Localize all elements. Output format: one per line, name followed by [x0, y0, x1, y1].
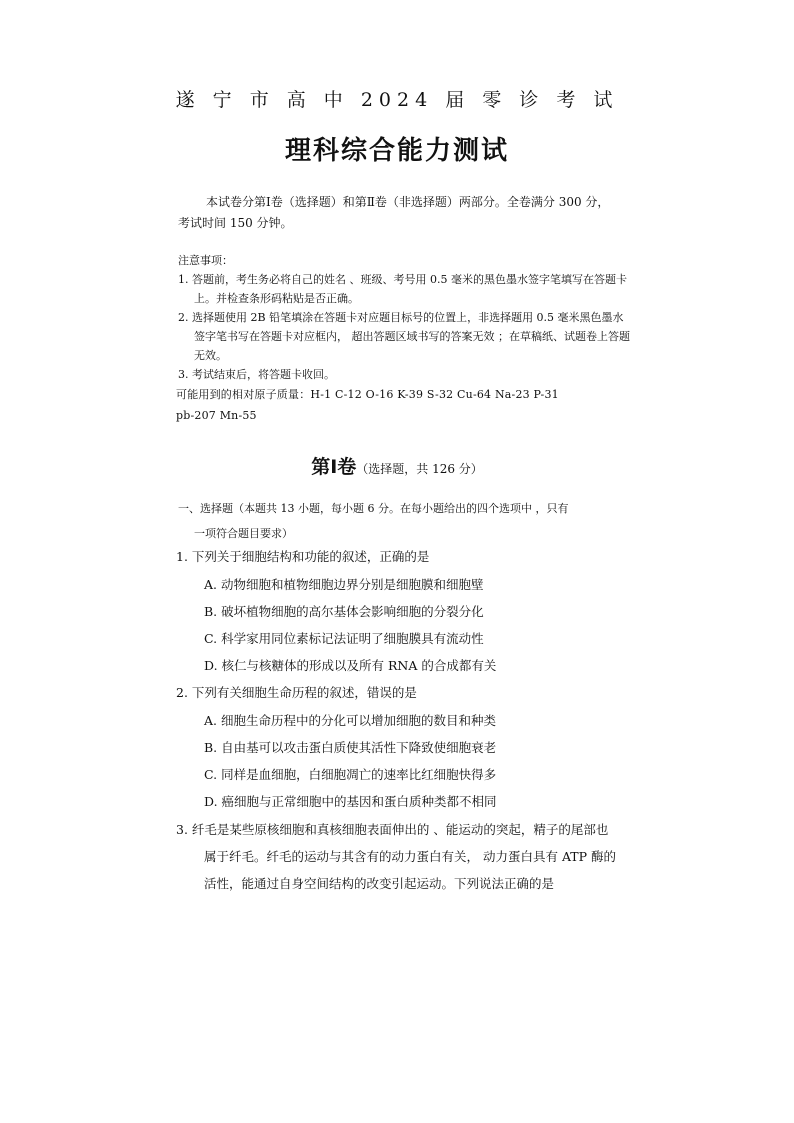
note-line: 2. 选择题使用 2B 铅笔填涂在答题卡对应题目标号的位置上，非选择题用 0.5 毫米黑色墨水 [178, 311, 624, 324]
part-one-heading [0, 452, 794, 479]
school-exam-title: 遂 宁 市 高 中 2024 届 零 诊 考 试 [175, 89, 619, 111]
question-stem: 3. 纤毛是某些原核细胞和真核细胞表面伸出的 、能运动的突起，精子的尾部也 [176, 822, 609, 837]
question-stem-continuation: 活性，能通过自身空间结构的改变引起运动。下列说法正确的是 [204, 876, 555, 891]
answer-option: C. 同样是血细胞，白细胞凋亡的速率比红细胞快得多 [204, 767, 497, 782]
part-one-subtitle: （选择题，共 126 分） [356, 462, 483, 476]
exam-subject-title: 理科综合能力测试 [284, 136, 509, 166]
note-line: 3. 考试结束后，将答题卡收回。 [178, 368, 335, 381]
atomic-masses-line: pb-207 Mn-55 [176, 409, 257, 422]
part-one-title: 第Ⅰ卷 [311, 456, 357, 478]
answer-option: A. 动物细胞和植物细胞边界分别是细胞膜和细胞壁 [204, 577, 484, 592]
answer-option: D. 癌细胞与正常细胞中的基因和蛋白质种类都不相同 [204, 794, 497, 809]
note-line: 上。并检查条形码粘贴是否正确。 [194, 292, 359, 305]
notes-heading: 注意事项： [178, 254, 233, 267]
section-instructions: 一、选择题（本题共 13 小题，每小题 6 分。在每小题给出的四个选项中 ，只有 [178, 502, 569, 515]
answer-option: B. 破坏植物细胞的高尔基体会影响细胞的分裂分化 [204, 604, 484, 619]
note-line: 无效。 [194, 349, 227, 362]
answer-option: C. 科学家用同位素标记法证明了细胞膜具有流动性 [204, 631, 484, 646]
answer-option: A. 细胞生命历程中的分化可以增加细胞的数目和种类 [204, 713, 496, 728]
note-line: 1. 答题前，考生务必将自己的姓名 、班级、考号用 0.5 毫米的黑色墨水签字笔填写在答题卡 [178, 273, 627, 286]
section-instructions: 一项符合题目要求） [194, 527, 293, 540]
note-line: 签字笔书写在答题卡对应框内， 超出答题区域书写的答案无效 ；在草稿纸、试题卷上答题 [194, 330, 630, 343]
answer-option: D. 核仁与核糖体的形成以及所有 RNA 的合成都有关 [204, 658, 497, 673]
question-stem-continuation: 属于纤毛。纤毛的运动与其含有的动力蛋白有关， 动力蛋白具有 ATP 酶的 [204, 849, 617, 864]
atomic-masses-line: 可能用到的相对原子质量：H-1 C-12 O-16 K-39 S-32 Cu-64 Na-23 P-31 [176, 388, 559, 401]
answer-option: B. 自由基可以攻击蛋白质使其活性下降致使细胞衰老 [204, 740, 497, 755]
exam-introduction: 本试卷分第Ⅰ卷（选择题）和第Ⅱ卷（非选择题）两部分。全卷满分 300 分，考试时间 150 分钟。 [178, 195, 610, 230]
question-stem: 1. 下列关于细胞结构和功能的叙述，正确的是 [176, 549, 430, 564]
question-stem: 2. 下列有关细胞生命历程的叙述，错误的是 [176, 685, 417, 700]
